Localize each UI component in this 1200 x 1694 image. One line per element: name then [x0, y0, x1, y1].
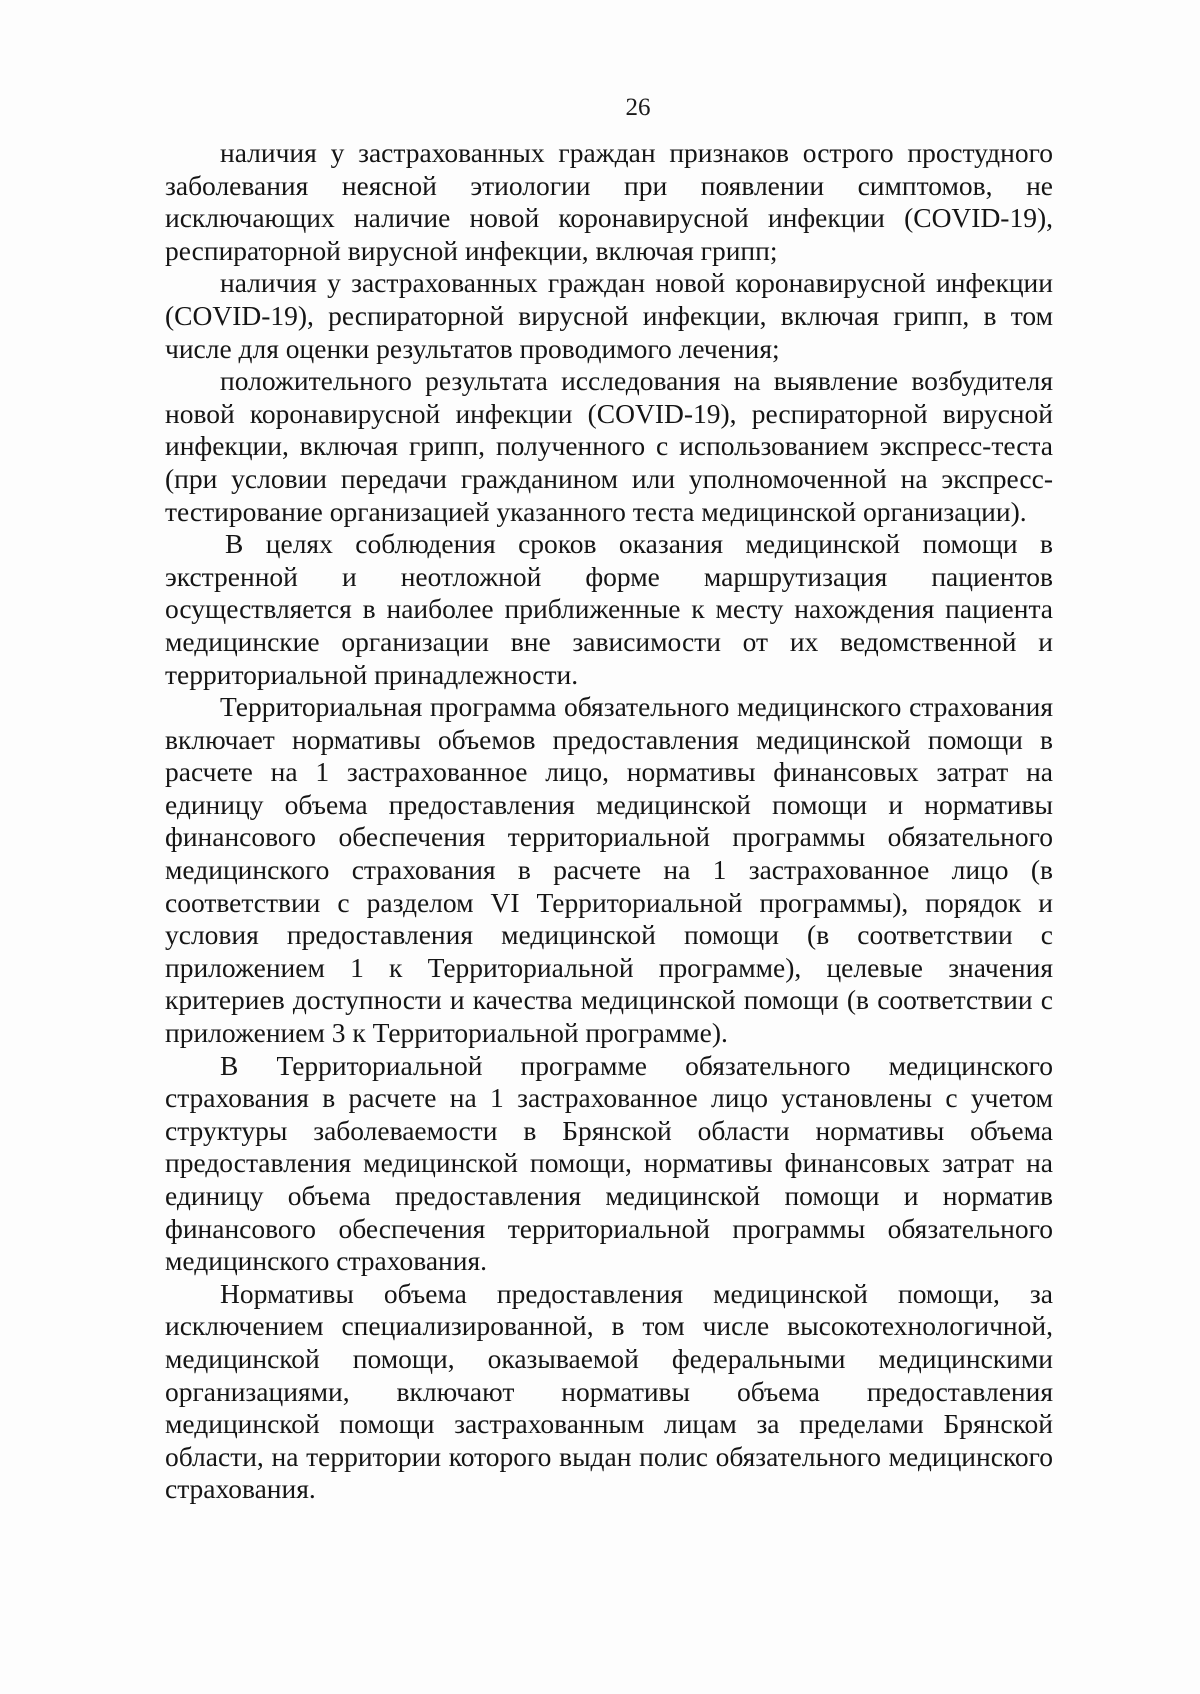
document-body: [165, 137, 1053, 1506]
paragraph-covid-symptoms: наличия у застрахованных граждан признаков острого простудного заболевания неясной этиологии при появлении симптомов, не исключающих наличие новой коронавирусной инфекции (COVID-19), респираторной вирусной инфекции, включая грипп;: [165, 137, 1053, 266]
paragraph-bryansk-norms: В Территориальной программе обязательного медицинского страхования в расчете на 1 застрахованное лицо установлены с учетом структуры заболеваемости в Брянской области нормативы объема предоставления медицинской помощи, нормативы финансовых затрат на единицу объема предоставления медицинской помощи и норматив финансового обеспечения территориальной программы обязательного медицинского страхования.: [165, 1049, 1053, 1277]
page-number: 26: [625, 94, 651, 121]
paragraph-express-test: положительного результата исследования на выявление возбудителя новой коронавирусной инфекции (COVID-19), респираторной вирусной инфекции, включая грипп, полученного с использованием экспресс-теста (при условии передачи гражданином или уполномоченной на экспресс-тестирование организацией указанного теста медицинской организации).: [165, 365, 1053, 527]
paragraph-volume-norms: Нормативы объема предоставления медицинской помощи, за исключением специализированной, в том числе высокотехнологичной, медицинской помощи, оказываемой федеральными медицинскими организациями, включают нормативы объема предоставления медицинской помощи застрахованным лицам за пределами Брянской области, на территории которого выдан полис обязательного медицинского страхования.: [165, 1277, 1053, 1505]
paragraph-program-norms: Территориальная программа обязательного медицинского страхования включает нормативы объемов предоставления медицинской помощи в расчете на 1 застрахованное лицо, нормативы финансовых затрат на единицу объема предоставления медицинской помощи и нормативы финансового обеспечения территориальной программы обязательного медицинского страхования в расчете на 1 застрахованное лицо (в соответствии с разделом VI Территориальной программы), порядок и условия предоставления медицинской помощи (в соответствии с приложением 1 к Территориальной программе), целевые значения критериев доступности и качества медицинской помощи (в соответствии с приложением 3 к Территориальной программе).: [165, 691, 1053, 1049]
paragraph-routing: В целях соблюдения сроков оказания медицинской помощи в экстренной и неотложной форме маршрутизация пациентов осуществляется в наиболее приближенные к месту нахождения пациента медицинские организации вне зависимости от их ведомственной и территориальной принадлежности.: [165, 528, 1053, 690]
paragraph-covid-infection: наличия у застрахованных граждан новой коронавирусной инфекции (COVID-19), респираторной вирусной инфекции, включая грипп, в том числе для оценки результатов проводимого лечения;: [165, 267, 1053, 364]
